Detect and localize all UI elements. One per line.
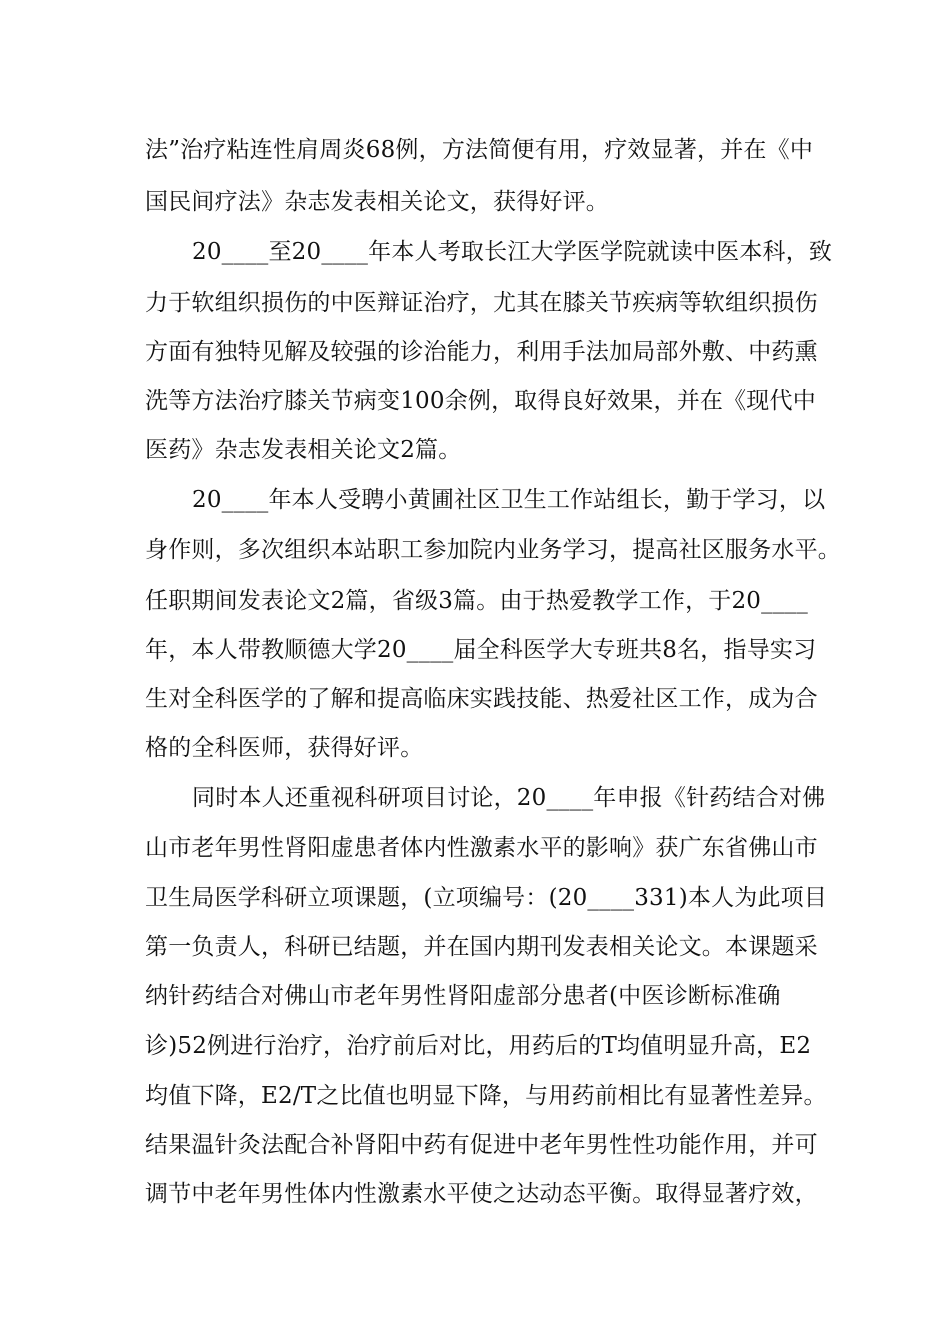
text-line: 卫生局医学科研立项课题，(立项编号：(20____331)本人为此项目 — [145, 885, 828, 911]
text-line: 山市老年男性肾阳虚患者体内性激素水平的影响》获广东省佛山市 — [145, 835, 818, 861]
text-line: 法”治疗粘连性肩周炎68例，方法简便有用，疗效显著，并在《中 — [145, 137, 814, 163]
text-line: 力于软组织损伤的中医辩证治疗，尤其在膝关节疾病等软组织损伤 — [145, 290, 818, 316]
text-line: 方面有独特见解及较强的诊治能力，利用手法加局部外敷、中药熏 — [145, 339, 818, 365]
text-line: 诊)52例进行治疗，治疗前后对比，用药后的T均值明显升高，E2 — [145, 1033, 812, 1059]
text-line: 生对全科医学的了解和提高临床实践技能、热爱社区工作，成为合 — [145, 686, 818, 712]
paragraph-first-line: 20____年本人受聘小黄圃社区卫生工作站组长，勤于学习，以 — [192, 487, 826, 513]
text-line: 医药》杂志发表相关论文2篇。 — [145, 437, 462, 463]
text-line: 结果温针灸法配合补肾阳中药有促进中老年男性性功能作用，并可 — [145, 1132, 818, 1158]
text-line: 洗等方法治疗膝关节病变100余例，取得良好效果，并在《现代中 — [145, 388, 816, 414]
text-line: 调节中老年男性体内性激素水平使之达动态平衡。取得显著疗效， — [145, 1181, 818, 1207]
text-line: 年，本人带教顺德大学20____届全科医学大专班共8名，指导实习 — [145, 637, 817, 663]
text-line: 第一负责人，科研已结题，并在国内期刊发表相关论文。本课题采 — [145, 934, 818, 960]
text-line: 均值下降，E2/T之比值也明显下降，与用药前相比有显著性差异。 — [145, 1083, 827, 1109]
paragraph-first-line: 20____至20____年本人考取长江大学医学院就读中医本科，致 — [192, 239, 833, 265]
text-line: 任职期间发表论文2篇，省级3篇。由于热爱教学工作，于20____ — [145, 588, 808, 614]
text-line: 格的全科医师，获得好评。 — [145, 735, 424, 761]
paragraph-first-line: 同时本人还重视科研项目讨论，20____年申报《针药结合对佛 — [192, 785, 826, 811]
text-line: 身作则，多次组织本站职工参加院内业务学习，提高社区服务水平。 — [145, 537, 841, 563]
text-line: 纳针药结合对佛山市老年男性肾阳虚部分患者(中医诊断标准确 — [145, 983, 781, 1009]
text-line: 国民间疗法》杂志发表相关论文，获得好评。 — [145, 189, 609, 215]
